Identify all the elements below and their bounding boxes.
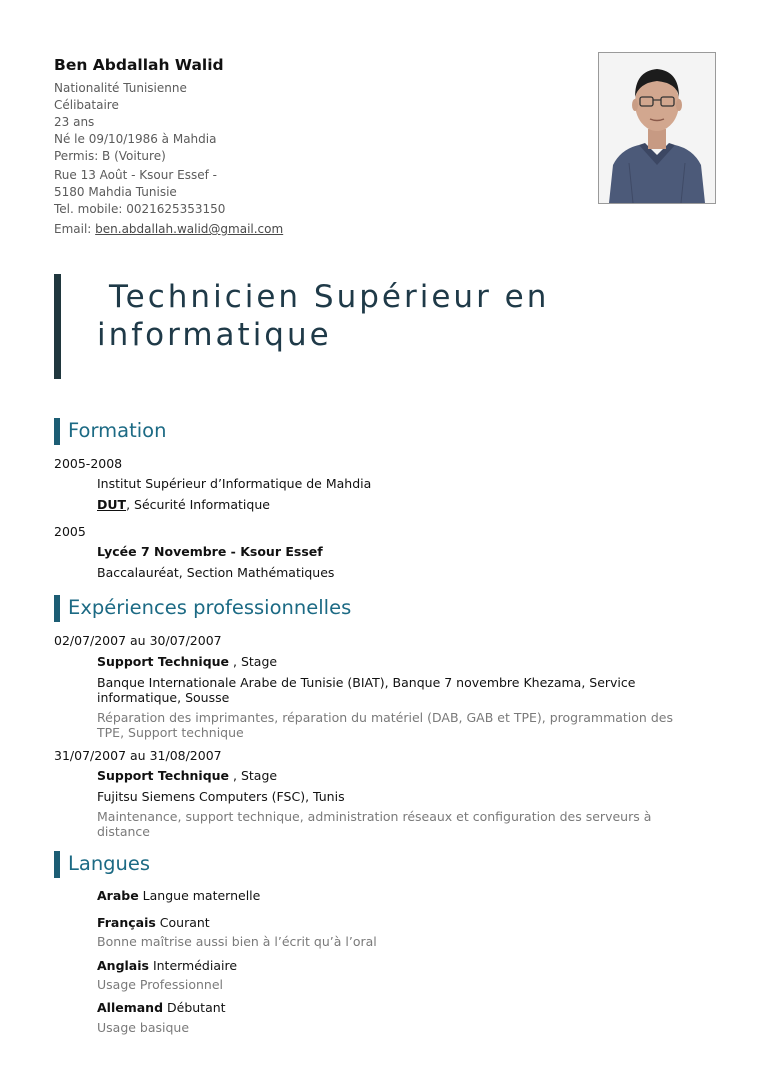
- languages-accent-bar: [54, 851, 60, 878]
- experience-2-description: [97, 809, 697, 839]
- language-anglais-level: Intermédiaire: [148, 958, 238, 973]
- language-allemand-note: Usage basique: [97, 1020, 190, 1035]
- formation-2-institution: Lycée 7 Novembre - Ksour Essef: [97, 544, 323, 559]
- experience-2-role-line: [97, 768, 277, 783]
- address-line-1: Rue 13 Août - Ksour Essef -: [54, 168, 217, 182]
- experience-2-desc-line-2: distance: [97, 824, 150, 839]
- formation-accent-bar: [54, 418, 60, 445]
- formation-1-institution: Institut Supérieur d’Informatique de Mahdia: [97, 476, 372, 491]
- experience-1-role: Support Technique: [97, 654, 230, 669]
- experience-1-desc-line-1: Réparation des imprimantes, réparation du matériel (DAB, GAB et TPE), programmation des: [97, 710, 673, 725]
- experience-1-date: 02/07/2007 au 30/07/2007: [54, 633, 222, 648]
- nationality: Nationalité Tunisienne: [54, 81, 187, 95]
- language-arabe-name: Arabe: [97, 888, 139, 903]
- phone: Tel. mobile: 0021625353150: [54, 202, 226, 216]
- profile-photo: [598, 52, 716, 204]
- experience-1-company-line-1: Banque Internationale Arabe de Tunisie (BIAT), Banque 7 novembre Khezama, Service: [97, 675, 636, 690]
- experience-1-description: [97, 710, 697, 740]
- experience-2-desc-line-1: Maintenance, support technique, administration réseaux et configuration des serveurs à: [97, 809, 652, 824]
- formation-heading: Formation: [68, 419, 167, 442]
- formation-2-institution-line: [97, 544, 323, 559]
- email-line: [54, 222, 283, 236]
- language-francais-level: Courant: [155, 915, 210, 930]
- personal-info: [54, 80, 216, 165]
- experience-1-role-suffix: , Stage: [229, 654, 278, 669]
- language-francais: [97, 915, 210, 930]
- email-link[interactable]: ben.abdallah.walid@gmail.com: [95, 222, 284, 236]
- experience-2-role-suffix: , Stage: [229, 768, 278, 783]
- contact-info: [54, 167, 225, 218]
- experience-1-company-line-2: informatique, Sousse: [97, 690, 230, 705]
- driving-permit: Permis: B (Voiture): [54, 149, 166, 163]
- portrait-image: [599, 53, 715, 203]
- job-title: [97, 278, 549, 354]
- language-arabe: [97, 888, 260, 903]
- formation-1-degree: DUT: [97, 497, 127, 512]
- experience-2-role: Support Technique: [97, 768, 230, 783]
- formation-1-detail: , Sécurité Informatique: [126, 497, 270, 512]
- age: 23 ans: [54, 115, 95, 129]
- experience-1-role-line: [97, 654, 277, 669]
- address-line-2: 5180 Mahdia Tunisie: [54, 185, 177, 199]
- email-label: Email:: [54, 222, 96, 236]
- experience-2-date: 31/07/2007 au 31/08/2007: [54, 748, 222, 763]
- formation-2-date: 2005: [54, 524, 86, 539]
- languages-heading: Langues: [68, 852, 151, 875]
- language-francais-name: Français: [97, 915, 156, 930]
- experience-2-company: Fujitsu Siemens Computers (FSC), Tunis: [97, 789, 345, 804]
- birth-info: Né le 09/10/1986 à Mahdia: [54, 132, 217, 146]
- job-title-line-2: informatique: [97, 317, 332, 353]
- language-allemand: [97, 1000, 226, 1015]
- formation-1-date: 2005-2008: [54, 456, 123, 471]
- experience-heading: Expériences professionnelles: [68, 596, 352, 619]
- candidate-name: Ben Abdallah Walid: [54, 56, 224, 74]
- language-anglais: [97, 958, 237, 973]
- language-allemand-level: Débutant: [163, 1000, 226, 1015]
- language-francais-note: Bonne maîtrise aussi bien à l’écrit qu’à l’oral: [97, 934, 377, 949]
- language-arabe-level: Langue maternelle: [138, 888, 261, 903]
- formation-2-detail: Baccalauréat, Section Mathématiques: [97, 565, 335, 580]
- experience-1-company: [97, 675, 697, 705]
- formation-1-degree-line: [97, 497, 270, 512]
- language-anglais-name: Anglais: [97, 958, 149, 973]
- experience-accent-bar: [54, 595, 60, 622]
- experience-1-desc-line-2: TPE, Support technique: [97, 725, 244, 740]
- language-anglais-note: Usage Professionnel: [97, 977, 223, 992]
- title-accent-bar: [54, 274, 61, 379]
- job-title-line-1: Technicien Supérieur en: [109, 279, 550, 315]
- language-allemand-name: Allemand: [97, 1000, 164, 1015]
- marital-status: Célibataire: [54, 98, 119, 112]
